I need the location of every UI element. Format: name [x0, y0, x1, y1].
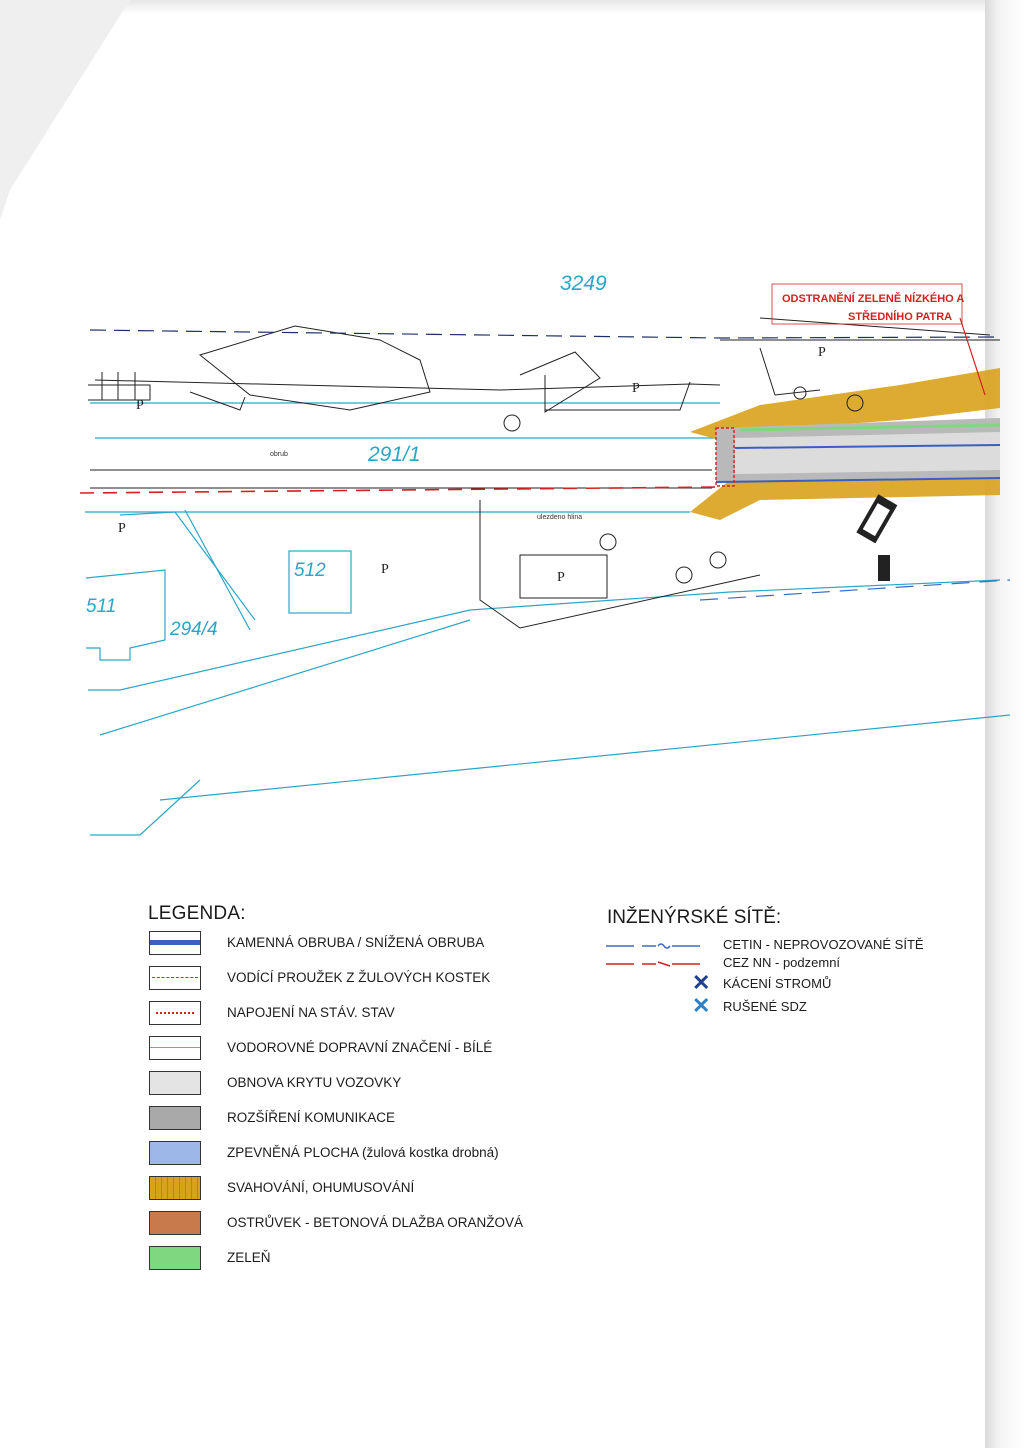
tree-removal-cross-icon: ✕ — [692, 970, 711, 995]
network-label-cetin: CETIN - NEPROVOZOVANÉ SÍTĚ — [723, 937, 924, 952]
network-item-cez — [604, 955, 984, 973]
island-swatch — [149, 1211, 201, 1235]
cetin-line — [90, 330, 1000, 338]
legend-title: LEGENDA: — [148, 903, 246, 924]
parcel-label-291-1: 291/1 — [368, 443, 421, 466]
legend-label-island: OSTRŮVEK - BETONOVÁ DLAŽBA ORANŽOVÁ — [227, 1215, 524, 1230]
legend-item-markings — [149, 1035, 609, 1065]
svg-text:P: P — [632, 381, 640, 396]
legend-label-resurface: OBNOVA KRYTU VOZOVKY — [227, 1075, 402, 1090]
removed-sign-symbol — [856, 494, 897, 543]
legend-item-widening — [149, 1105, 609, 1135]
removal-annotation-line2: STŘEDNÍHO PATRA — [848, 311, 953, 323]
networks-title: INŽENÝRSKÉ SÍTĚ: — [607, 907, 782, 928]
widening-swatch — [149, 1106, 201, 1130]
parcel-label-3249: 3249 — [560, 272, 607, 295]
legend-item-resurface — [149, 1070, 609, 1100]
parcel-label-511: 511 — [86, 596, 117, 617]
svg-text:P: P — [118, 521, 126, 536]
legend-label-gutter: VODÍCÍ PROUŽEK Z ŽULOVÝCH KOSTEK — [227, 970, 491, 985]
svg-text:P: P — [381, 562, 389, 577]
legend-item-island — [149, 1210, 609, 1240]
resurface-swatch — [149, 1071, 201, 1095]
cetin-line-south — [700, 580, 1010, 600]
markings-swatch — [149, 1036, 201, 1060]
cez-line-symbol — [604, 957, 708, 971]
sign-removal-cross-icon: ✕ — [692, 993, 711, 1018]
network-label-cez: CEZ NN - podzemní — [723, 955, 841, 970]
network-item-cetin — [604, 937, 984, 955]
gutter-swatch — [149, 966, 201, 990]
slope-swatch — [149, 1176, 201, 1200]
svg-text:P: P — [136, 398, 144, 413]
legend-label-slope: SVAHOVÁNÍ, OHUMUSOVÁNÍ — [227, 1180, 415, 1195]
paving-swatch — [149, 1141, 201, 1165]
network-item-trees — [604, 970, 984, 995]
small-label-field: ulezdeno hlina — [537, 514, 583, 521]
svg-text:P: P — [818, 345, 826, 360]
network-item-signs — [604, 993, 984, 1018]
legend-item-green — [149, 1245, 609, 1275]
parcel-label-294-4: 294/4 — [170, 619, 218, 640]
connect-swatch — [149, 1001, 201, 1025]
slope-area-south — [690, 478, 1000, 520]
legend-label-markings: VODOROVNÉ DOPRAVNÍ ZNAČENÍ - BÍLÉ — [227, 1040, 493, 1055]
small-label-road: obrub — [270, 451, 288, 458]
legend-label-connect: NAPOJENÍ NA STÁV. STAV — [227, 1005, 395, 1020]
legend-item-slope — [149, 1175, 609, 1205]
legend-item-curb — [149, 930, 609, 960]
legend-label-widening: ROZŠÍŘENÍ KOMUNIKACE — [227, 1110, 396, 1125]
removal-annotation-line1: ODSTRANĚNÍ ZELENĚ NÍZKÉHO A — [782, 293, 965, 305]
sign-post — [878, 555, 890, 581]
legend-item-gutter — [149, 965, 609, 995]
network-label-trees: KÁCENÍ STROMŮ — [723, 976, 832, 991]
scan-shadow — [0, 0, 130, 220]
resurface-area — [735, 432, 1000, 474]
legend-item-connect — [149, 1000, 609, 1030]
curb-swatch — [149, 931, 201, 955]
legend-label-green: ZELEŇ — [227, 1250, 271, 1265]
svg-text:P: P — [557, 570, 565, 585]
green-swatch — [149, 1246, 201, 1270]
legend-label-paving: ZPEVNĚNÁ PLOCHA (žulová kostka drobná) — [227, 1145, 499, 1160]
legend-label-curb: KAMENNÁ OBRUBA / SNÍŽENÁ OBRUBA — [227, 935, 485, 950]
cetin-line-symbol — [604, 939, 708, 953]
parcel-label-512: 512 — [294, 560, 326, 581]
network-label-signs: RUŠENÉ SDZ — [723, 999, 807, 1014]
legend-item-paving — [149, 1140, 609, 1170]
